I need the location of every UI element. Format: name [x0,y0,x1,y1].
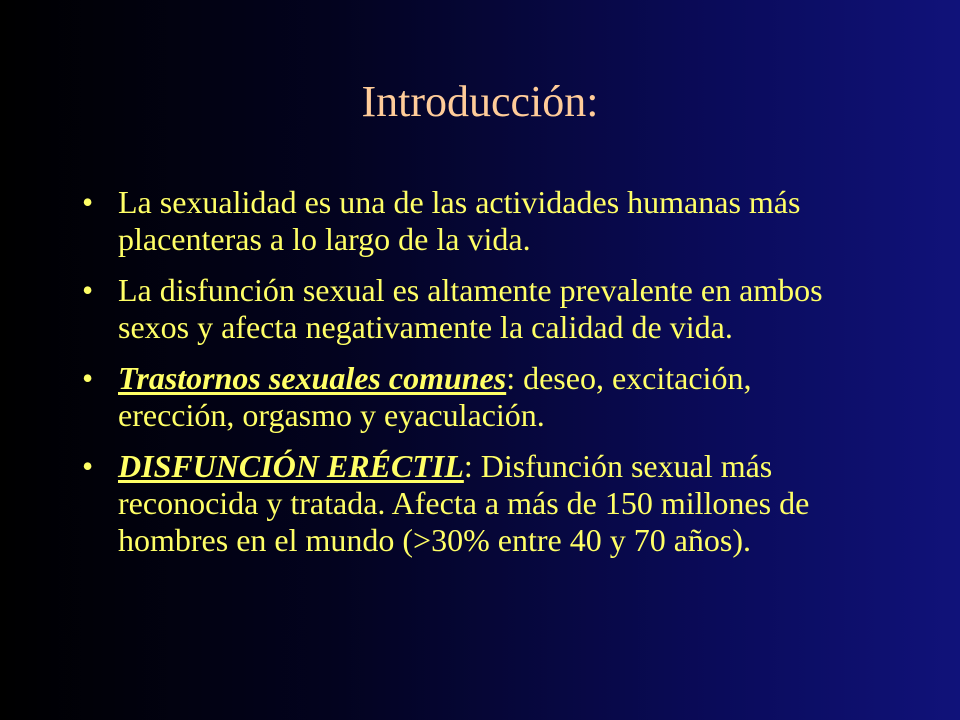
bullet-item-trastornos [80,360,870,434]
bullet-point-icon: • [82,448,94,484]
bullet-point-icon: • [82,272,94,308]
bullet-item-disfuncion-sexual [80,272,870,346]
bullet-item-disfuncion-erectil [80,448,870,559]
slide-title: Introducción: [361,77,599,126]
bullet-list [80,184,870,573]
bullet-item-sexualidad [80,184,870,258]
bullet-text: La sexualidad es una de las actividades humanas más placenteras a lo largo de la vida. [118,184,801,257]
bullet-text: : deseo, excitación, erección, orgasmo y eyaculación. [118,360,752,433]
bullet-text: La disfunción sexual es altamente prevalente en ambos sexos y afecta negativamente la calidad de vida. [118,272,823,345]
bullet-lead-term: Trastornos sexuales comunes [118,360,507,396]
bullet-lead-term: DISFUNCIÓN ERÉCTIL [118,448,464,484]
bullet-text: : Disfunción sexual más reconocida y tratada. Afecta a más de 150 millones de hombres en el mundo (>30% entre 40 y 70 años). [118,448,810,558]
bullet-point-icon: • [82,184,94,220]
bullet-point-icon: • [82,360,94,396]
